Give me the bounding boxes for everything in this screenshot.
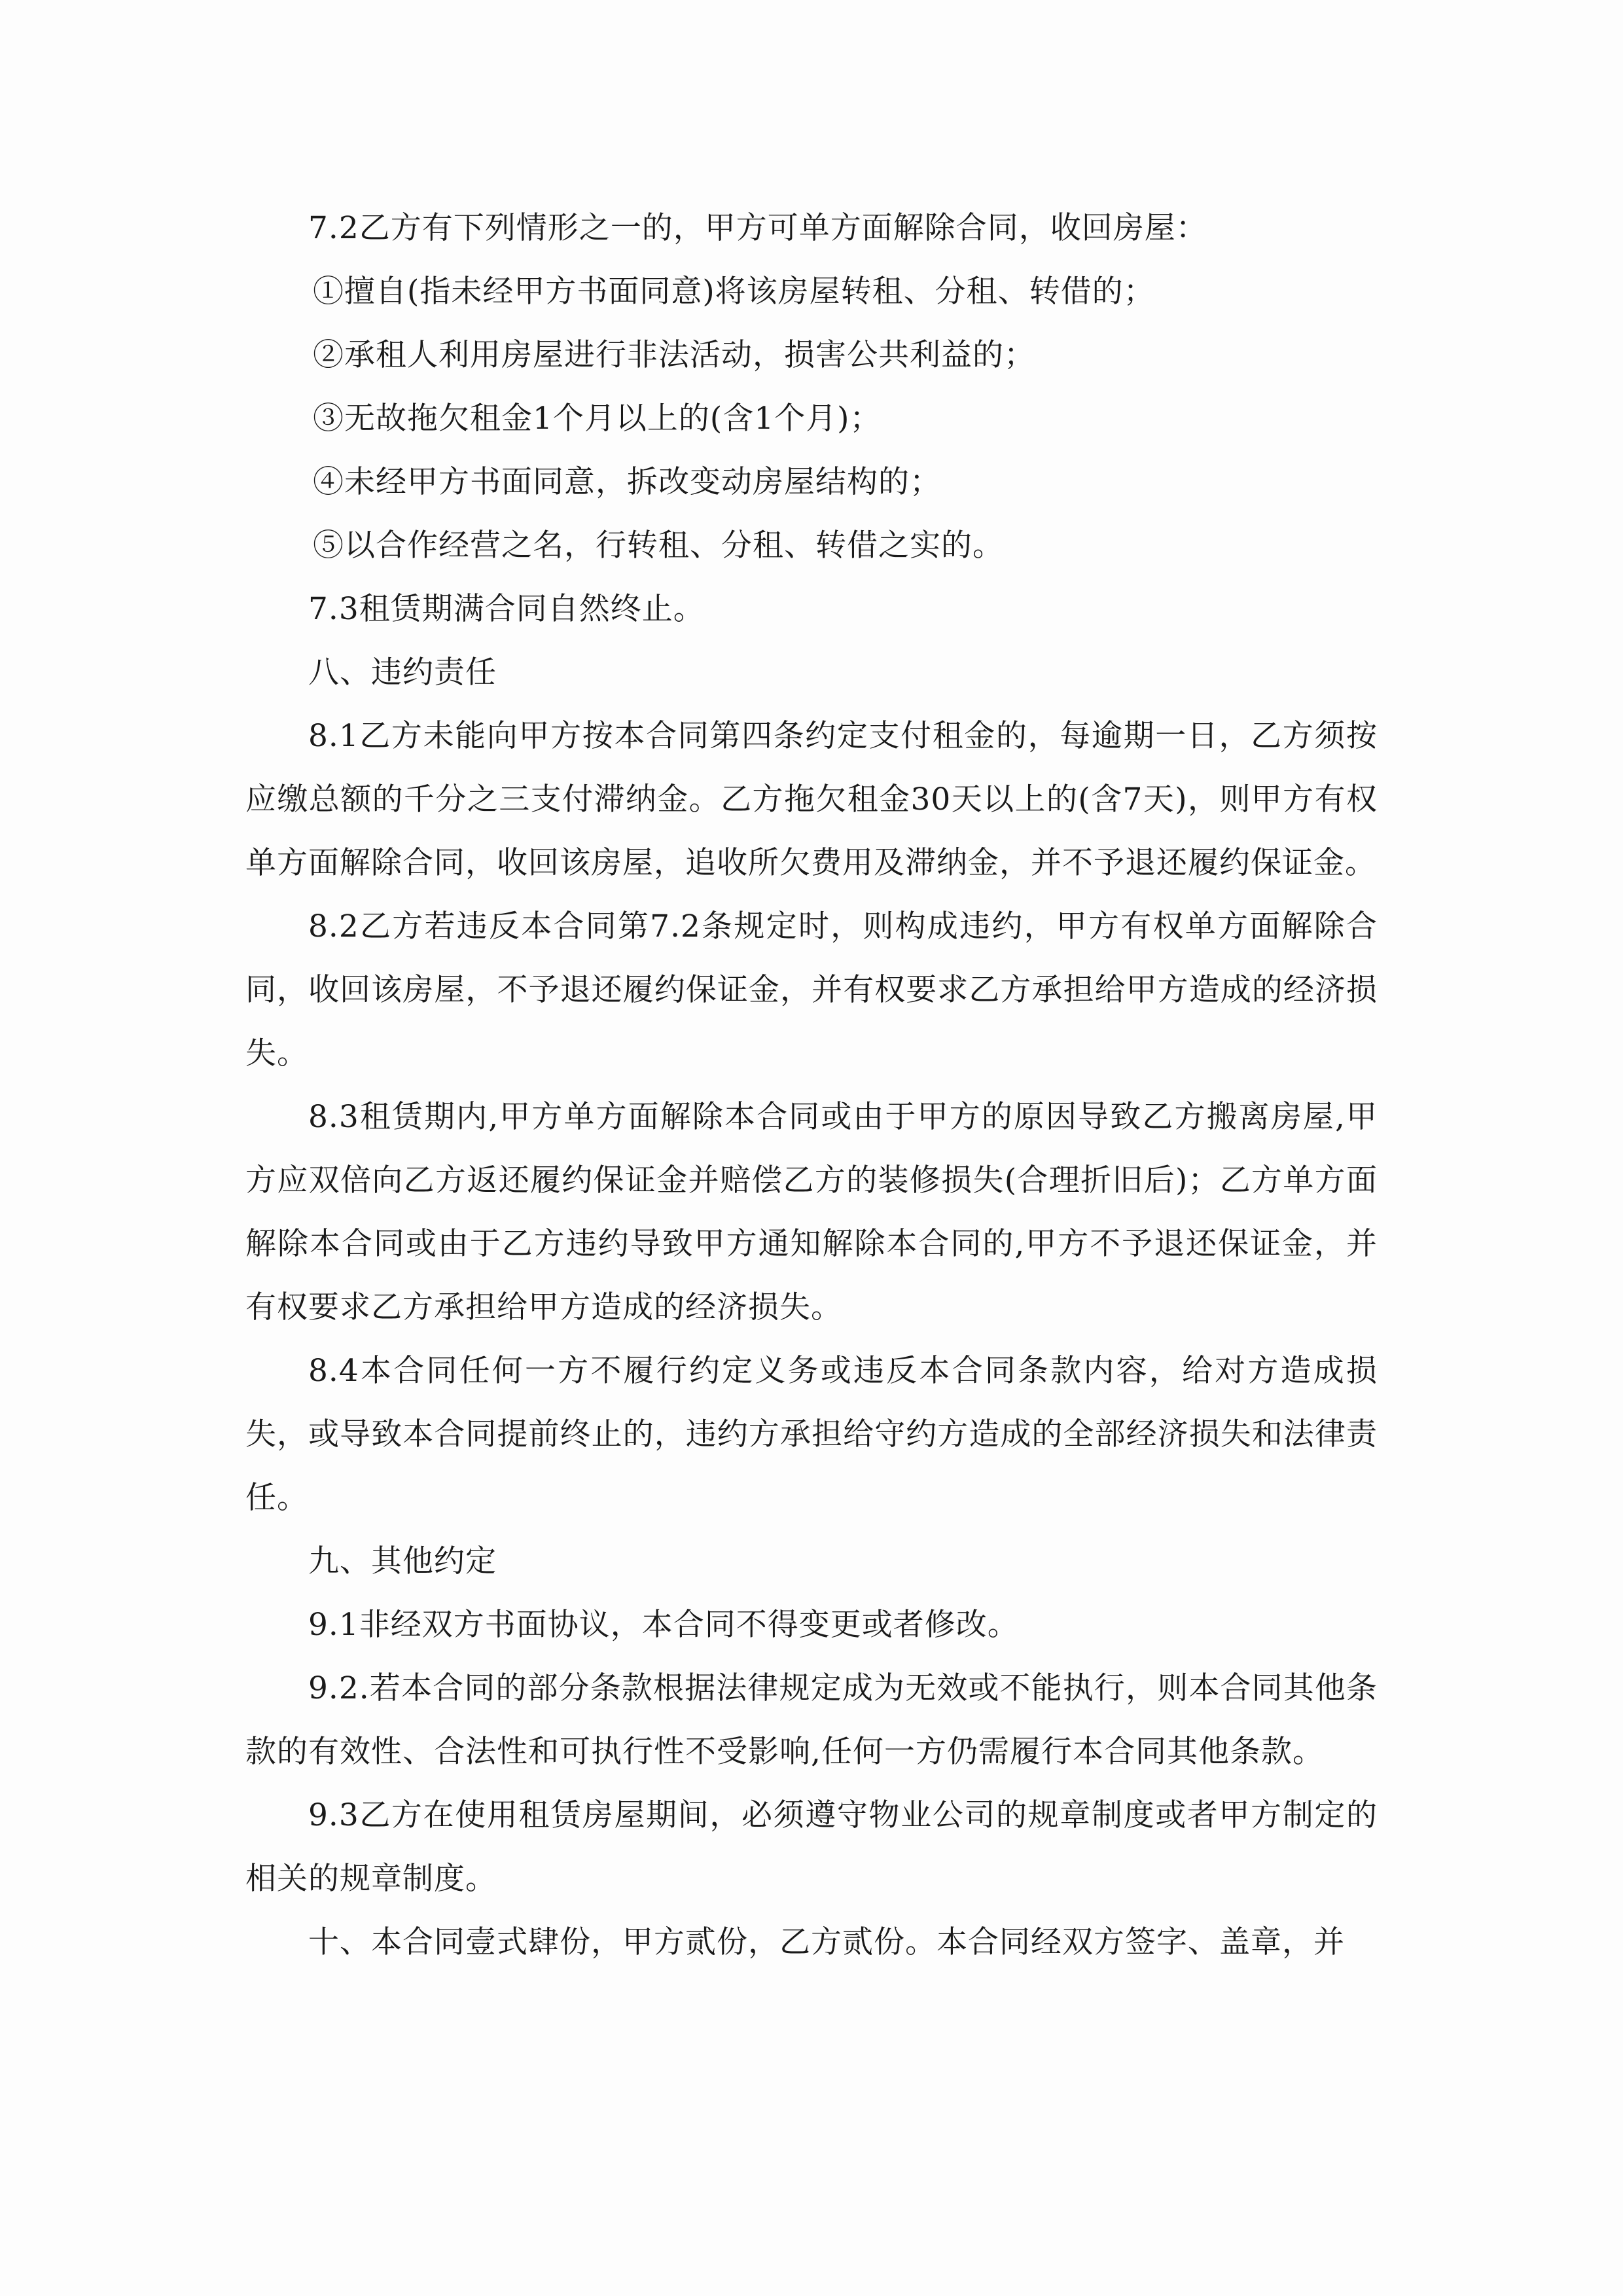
- clause-8-2: 8.2乙方若违反本合同第7.2条规定时，则构成违约，甲方有权单方面解除合同，收回该房屋，不予退还履约保证金，并有权要求乙方承担给甲方造成的经济损失。: [245, 908, 1378, 1071]
- clause-7-2-item-1: ①擅自(指未经甲方书面同意)将该房屋转租、分租、转借的；: [313, 274, 1155, 310]
- clause-8-3: 8.3租赁期内,甲方单方面解除本合同或由于甲方的原因导致乙方搬离房屋,甲方应双倍向乙方返还履约保证金并赔偿乙方的装修损失(合理折旧后)；乙方单方面解除本合同或由于乙方违约导致甲方通知解除本合同的,甲方不予退还保证金，并有权要求乙方承担给甲方造成的经济损失。: [245, 1099, 1378, 1325]
- clause-9-3: 9.3乙方在使用租赁房屋期间，必须遵守物业公司的规章制度或者甲方制定的相关的规章制度。: [245, 1797, 1378, 1897]
- clause-8-1: 8.1乙方未能向甲方按本合同第四条约定支付租金的，每逾期一日，乙方须按应缴总额的千分之三支付滞纳金。乙方拖欠租金30天以上的(含7天)，则甲方有权单方面解除合同，收回该房屋，追收所欠费用及滞纳金，并不予退还履约保证金。: [245, 718, 1378, 881]
- clause-8-4: 8.4本合同任何一方不履行约定义务或违反本合同条款内容，给对方造成损失，或导致本合同提前终止的，违约方承担给守约方造成的全部经济损失和法律责任。: [245, 1353, 1378, 1516]
- clause-9-1: 9.1非经双方书面协议，本合同不得变更或者修改。: [308, 1607, 1019, 1643]
- section-heading-8: 八、违约责任: [308, 655, 497, 691]
- section-heading-9: 九、其他约定: [308, 1543, 497, 1579]
- clause-7-2-item-3: ③无故拖欠租金1个月以上的(含1个月)；: [313, 401, 882, 437]
- clause-7-2-item-5: ⑤以合作经营之名，行转租、分租、转借之实的。: [313, 528, 1004, 564]
- section-10: 十、本合同壹式肆份，甲方贰份，乙方贰份。本合同经双方签字、盖章，并: [308, 1924, 1345, 1960]
- clause-7-2-item-4: ④未经甲方书面同意，拆改变动房屋结构的；: [313, 464, 941, 500]
- clause-7-2-item-2: ②承租人利用房屋进行非法活动，损害公共利益的；: [313, 337, 1035, 373]
- clause-7-2: 7.2乙方有下列情形之一的，甲方可单方面解除合同，收回房屋：: [308, 210, 1207, 246]
- clause-7-3: 7.3租赁期满合同自然终止。: [308, 591, 705, 627]
- contract-body: [245, 196, 1378, 1974]
- clause-9-2: 9.2.若本合同的部分条款根据法律规定成为无效或不能执行，则本合同其他条款的有效性、合法性和可执行性不受影响,任何一方仍需履行本合同其他条款。: [245, 1670, 1378, 1770]
